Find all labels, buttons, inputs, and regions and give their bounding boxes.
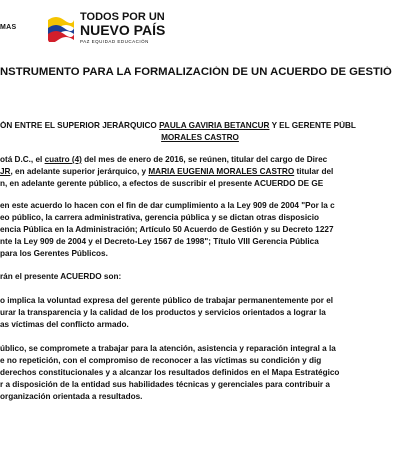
intro-text: ÓN ENTRE EL SUPERIOR JERÁRQUICO	[0, 121, 160, 130]
para2-line-3: encia Pública en la Administración; Artículo 50 Acuerdo de Gestión y su Decreto 1227	[0, 225, 334, 234]
para4-line-2: urar la transparencia y la calidad de los productos y servicios orientados a lograr la	[0, 308, 326, 317]
date-day: cuatro (4)	[44, 155, 82, 164]
document-title: NSTRUMENTO PARA LA FORMALIZACIÓN DE UN ACUERDO DE GESTIÓ	[0, 66, 392, 78]
intro-text-end: Y EL GERENTE PÚBL	[269, 121, 356, 130]
para1-text: , en adelante superior jerárquico, y	[10, 167, 149, 176]
logo-text-line-2: NUEVO PAÍS	[80, 22, 166, 38]
para4-line-3: as víctimas del conflicto armado.	[0, 320, 129, 329]
para2-line-5: para los Gerentes Públicos.	[0, 249, 108, 258]
para2-line-2: eo público, la carrera administrativa, gerencia pública y se dictan otras disposicio	[0, 213, 319, 222]
para5-line-4: r a disposición de la entidad sus habilidades técnicas y gerenciales para contribuir a	[0, 380, 330, 389]
logo-text-line-1: TODOS POR UN	[80, 11, 165, 23]
para1-text-end: titular del	[294, 167, 334, 176]
para1-line-1	[0, 155, 400, 165]
para4-line-1: o implica la voluntad expresa del gerente público de trabajar permanentemente por el	[0, 296, 334, 305]
para5-line-5: organización orientada a resultados.	[0, 392, 143, 401]
intro-line-1	[0, 121, 400, 131]
para5-line-3: derechos constitucionales y a alcanzar los resultados definidos en el Mapa Estratégico	[0, 368, 340, 377]
para2-line-1: en este acuerdo lo hacen con el fin de dar cumplimiento a la Ley 909 de 2004 "Por la c	[0, 201, 335, 210]
para2-line-4: nte la Ley 909 de 2004 y el Decreto-Ley 1567 de 1998"; Título VIII Gerencia Pública	[0, 237, 319, 246]
logo-left: MAS	[0, 24, 17, 31]
gerente-name: MARIA EUGENIA MORALES CASTRO	[148, 167, 295, 176]
para1-line-3: n, en adelante gerente público, a efectos de suscribir el presente ACUERDO DE GE	[0, 179, 324, 188]
para1-line-2	[0, 167, 400, 177]
logo-text-line-3: PAZ EQUIDAD EDUCACIÓN	[80, 39, 149, 44]
colombia-flag-icon	[46, 14, 76, 42]
para1-text: otá D.C., el	[0, 155, 45, 164]
intro-line-2	[0, 133, 400, 143]
para1-text-end: del mes de enero de 2016, se reúnen, titular del cargo de Direc	[81, 155, 328, 164]
superior-fragment: JR	[0, 167, 11, 176]
todos-por-un-nuevo-pais-logo	[46, 10, 196, 50]
superior-name: PAULA GAVIRIA BETANCUR	[159, 121, 270, 130]
para3-line-1: rán el presente ACUERDO son:	[0, 272, 122, 281]
para5-line-2: e no repetición, con el compromiso de reconocer a las víctimas su condición y dig	[0, 356, 322, 365]
gerente-surname: MORALES CASTRO	[161, 133, 239, 142]
para5-line-1: úblico, se compromete a trabajar para la atención, asistencia y reparación integral a la	[0, 344, 336, 353]
